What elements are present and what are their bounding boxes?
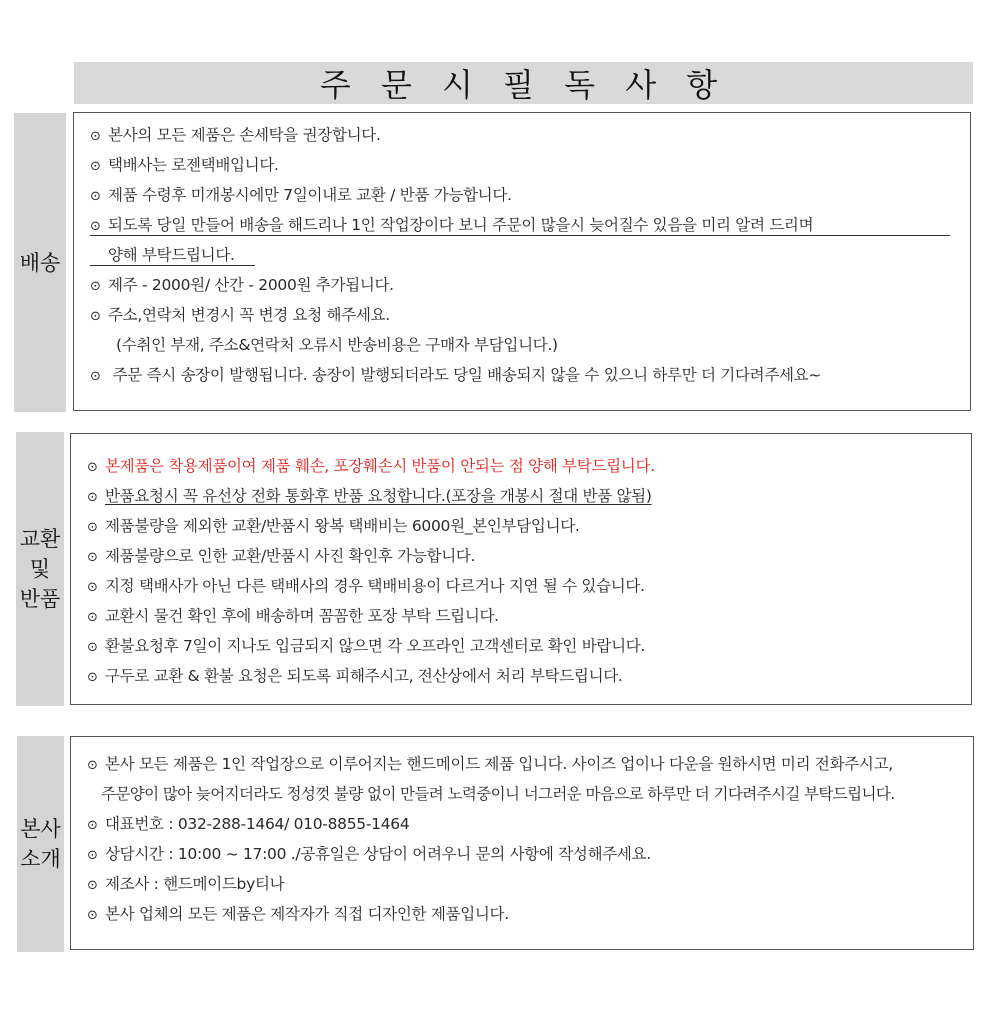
- list-item: ⊙ 본사의 모든 제품은 손세탁을 권장합니다.: [90, 126, 381, 144]
- list-item: ⊙ 본제품은 착용제품이여 제품 훼손, 포장훼손시 반품이 안되는 점 양해 부탁드립니다.: [87, 457, 655, 475]
- list-item: ⊙ 택배사는 로젠택배입니다.: [90, 156, 279, 174]
- list-item: ⊙ 환불요청후 7일이 지나도 입금되지 않으면 각 오프라인 고객센터로 확인 바랍니다.: [87, 637, 646, 655]
- list-item: ⊙ 교환시 물건 확인 후에 배송하며 꼼꼼한 포장 부탁 드립니다.: [87, 607, 499, 625]
- bullet-icon: ⊙: [90, 219, 101, 234]
- list-item: ⊙ 반품요청시 꼭 유선상 전화 통화후 반품 요청합니다.(포장을 개봉시 절대 반품 않됨): [87, 487, 652, 505]
- bullet-icon: ⊙: [90, 189, 101, 204]
- underline-rule: [90, 235, 950, 236]
- bullet-icon: ⊙: [87, 580, 98, 595]
- list-item: ⊙ 대표번호 : 032-288-1464/ 010-8855-1464: [87, 815, 410, 833]
- about-section-label: 본사 소개: [17, 736, 64, 952]
- bullet-icon: ⊙: [87, 550, 98, 565]
- bullet-icon: ⊙: [87, 758, 98, 773]
- bullet-icon: ⊙: [87, 460, 98, 475]
- list-item: ⊙ 제품불량을 제외한 교환/반품시 왕복 택배비는 6000원_본인부담입니다.: [87, 517, 580, 535]
- bullet-icon: ⊙: [87, 520, 98, 535]
- bullet-icon: ⊙: [87, 848, 98, 863]
- notice-title-bar: [74, 62, 973, 104]
- list-item: ⊙ 제주 - 2000원/ 산간 - 2000원 추가됩니다.: [90, 276, 394, 294]
- bullet-icon: ⊙: [90, 159, 101, 174]
- list-item: 주문양이 많아 늦어지더라도 정성껏 불량 없이 만들려 노력중이니 너그러운 마음으로 하루만 더 기다려주시길 부탁드립니다.: [101, 785, 895, 803]
- list-item: ⊙ 주소,연락처 변경시 꼭 변경 요청 해주세요.: [90, 306, 390, 324]
- bullet-icon: ⊙: [87, 640, 98, 655]
- shipping-section-box: [73, 112, 971, 411]
- bullet-icon: ⊙: [87, 908, 98, 923]
- list-item: ⊙ 제조사 : 핸드메이드by티나: [87, 875, 285, 893]
- list-item: ⊙ 되도록 당일 만들어 배송을 해드리나 1인 작업장이다 보니 주문이 많을시 늦어질수 있음을 미리 알려 드리며: [90, 216, 814, 234]
- list-item: ⊙ 제품 수령후 미개봉시에만 7일이내로 교환 / 반품 가능합니다.: [90, 186, 512, 204]
- list-item: (수취인 부재, 주소&연락처 오류시 반송비용은 구매자 부담입니다.): [116, 336, 558, 354]
- list-item: ⊙ 본사 모든 제품은 1인 작업장으로 이루어지는 핸드메이드 제품 입니다. 사이즈 업이나 다운을 원하시면 미리 전화주시고,: [87, 755, 893, 773]
- exchange-section-label: 교환 및 반품: [16, 432, 64, 706]
- bullet-icon: ⊙: [87, 878, 98, 893]
- list-item: ⊙ 제품불량으로 인한 교환/반품시 사진 확인후 가능합니다.: [87, 547, 476, 565]
- list-item: ⊙ 지정 택배사가 아닌 다른 택배사의 경우 택배비용이 다르거나 지연 될 수 있습니다.: [87, 577, 645, 595]
- exchange-section-box: [70, 433, 972, 705]
- list-item: ⊙ 본사 업체의 모든 제품은 제작자가 직접 디자인한 제품입니다.: [87, 905, 509, 923]
- list-item: ⊙ 구두로 교환 & 환불 요청은 되도록 피해주시고, 전산상에서 처리 부탁드립니다.: [87, 667, 623, 685]
- bullet-icon: ⊙: [87, 610, 98, 625]
- about-section-box: [70, 736, 974, 950]
- bullet-icon: ⊙: [90, 279, 101, 294]
- bullet-icon: ⊙: [87, 670, 98, 685]
- bullet-icon: ⊙: [87, 818, 98, 833]
- shipping-section-label: 배송: [14, 113, 66, 412]
- bullet-icon: ⊙: [90, 369, 101, 384]
- list-item: 양해 부탁드립니다.: [108, 246, 235, 264]
- list-item: ⊙ 상담시간 : 10:00 ~ 17:00 ./공휴일은 상담이 어려우니 문의 사항에 작성해주세요.: [87, 845, 651, 863]
- bullet-icon: ⊙: [87, 490, 98, 505]
- page-title: 주 문 시 필 독 사 항: [319, 66, 728, 104]
- bullet-icon: ⊙: [90, 309, 101, 324]
- underline-rule: [90, 265, 255, 266]
- bullet-icon: ⊙: [90, 129, 101, 144]
- list-item: ⊙ 주문 즉시 송장이 발행됩니다. 송장이 발행되더라도 당일 배송되지 않을 수 있으니 하루만 더 기다려주세요~: [90, 366, 822, 384]
